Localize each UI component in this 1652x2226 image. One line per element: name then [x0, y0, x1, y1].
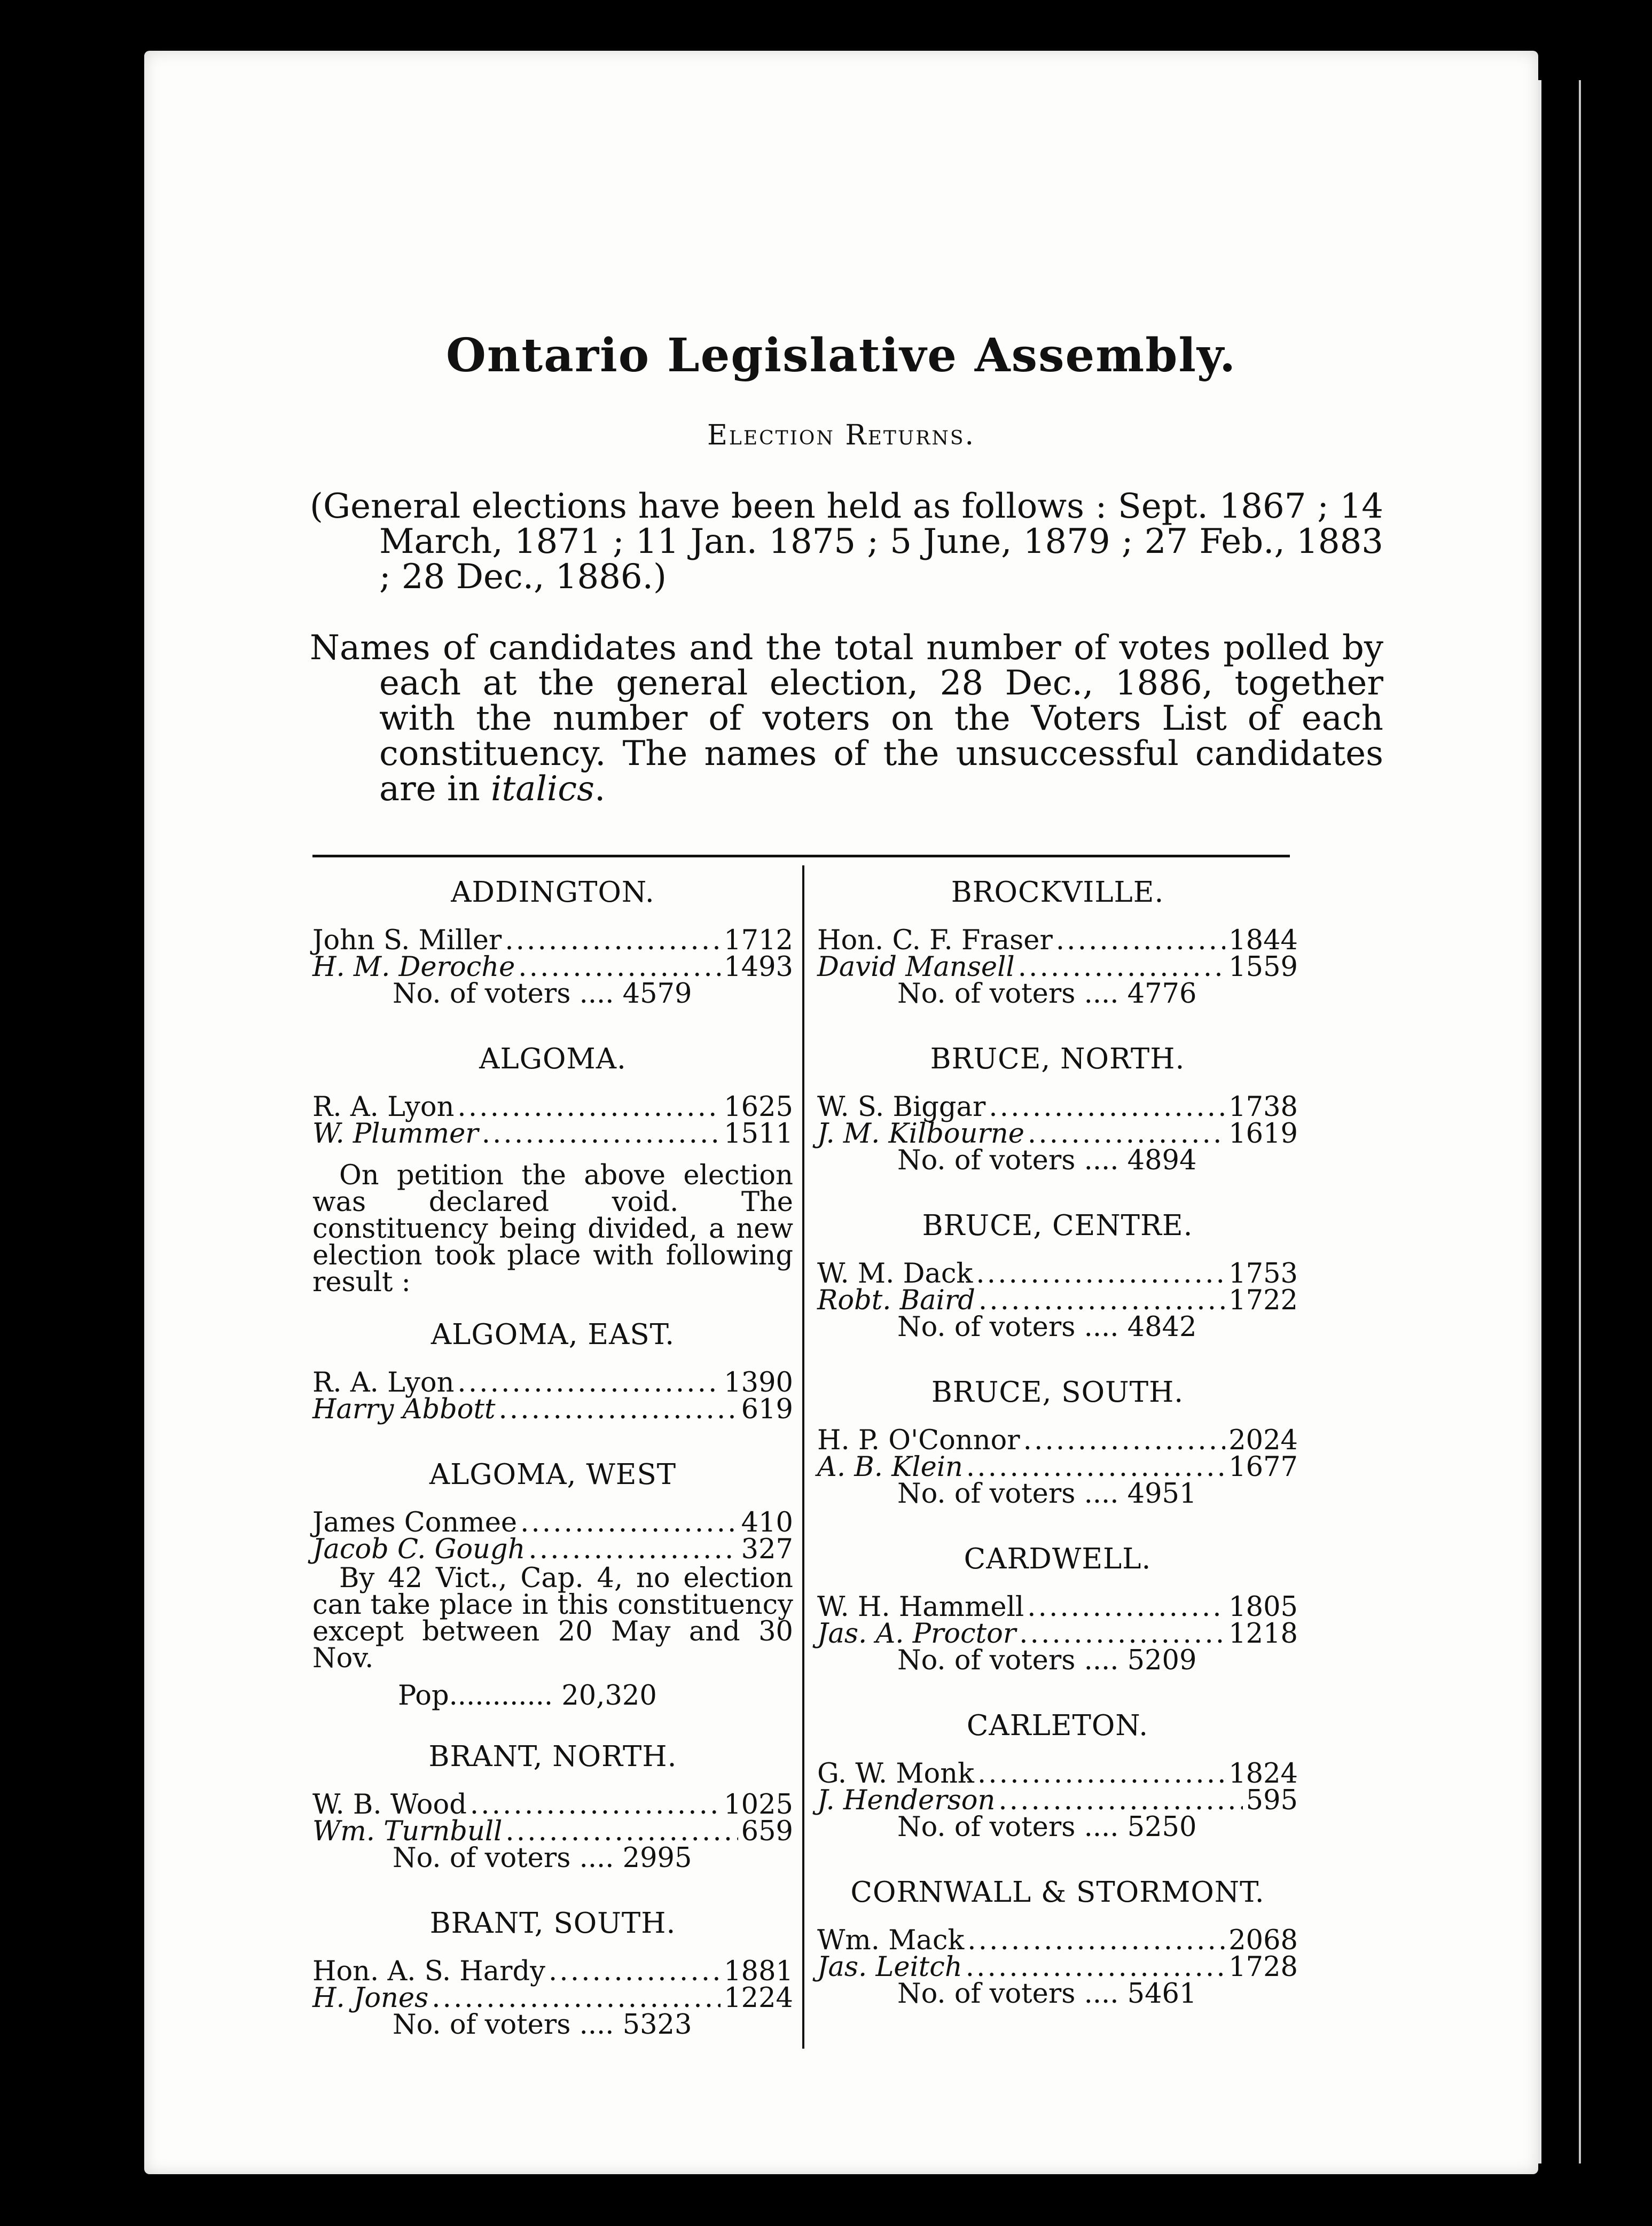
leader-dots	[528, 1536, 738, 1563]
leader-dots	[1056, 927, 1225, 954]
voters-count: No. of voters .... 5209	[897, 1645, 1197, 1676]
vote-count: 1824	[1228, 1758, 1298, 1790]
constituency-algoma	[312, 1043, 793, 1296]
vote-count: 1218	[1228, 1618, 1298, 1650]
leader-dots	[989, 1094, 1225, 1121]
leader-dots	[518, 954, 721, 981]
population: Pop............ 20,320	[398, 1680, 657, 1712]
candidate-name: Hon. A. S. Hardy	[312, 1956, 545, 1987]
candidate-name: Hon. C. F. Fraser	[817, 925, 1053, 956]
constituency-title: ADDINGTON.	[451, 876, 655, 909]
page-edge	[1538, 80, 1581, 2163]
horizontal-rule	[312, 855, 1290, 857]
leader-dots	[976, 1261, 1225, 1287]
leader-dots	[549, 1958, 721, 1985]
winner-row	[817, 1927, 1298, 1954]
leader-dots	[998, 1787, 1242, 1814]
vote-count: 1722	[1228, 1285, 1298, 1316]
constituency-title: BRANT, NORTH.	[428, 1740, 677, 1773]
candidate-name: W. B. Wood	[312, 1789, 467, 1821]
constituency-title: CARLETON.	[966, 1709, 1149, 1742]
vote-count: 1224	[724, 1982, 793, 2014]
vote-count: 410	[741, 1507, 793, 1538]
leader-dots	[505, 927, 721, 954]
candidate-name: W. M. Dack	[817, 1258, 973, 1290]
constituency-title: BRUCE, SOUTH.	[931, 1376, 1184, 1409]
candidate-name: H. M. Deroche	[312, 951, 515, 983]
constituency-algoma-west	[312, 1458, 793, 1713]
vote-count: 1625	[724, 1091, 793, 1123]
winner-row	[312, 1958, 793, 1985]
constituency-bruce-north	[817, 1043, 1298, 1174]
vote-count: 1738	[1228, 1091, 1298, 1123]
candidate-name: W. S. Biggar	[817, 1091, 986, 1123]
leader-dots	[1027, 1594, 1225, 1621]
leader-dots	[977, 1761, 1225, 1787]
leader-dots	[1019, 1621, 1225, 1647]
leader-dots	[498, 1396, 738, 1423]
candidate-name: J. M. Kilbourne	[817, 1118, 1024, 1150]
intro-paragraph-explanation	[310, 630, 1383, 807]
vote-count: 1753	[1228, 1258, 1298, 1290]
constituency-algoma-east	[312, 1318, 793, 1423]
constituency-title: ALGOMA, WEST	[429, 1458, 677, 1491]
loser-row	[817, 951, 1298, 983]
left-column	[312, 876, 793, 2050]
petition-note: On petition the above election was declared void. The constituency being divided, a new election took place with following result :	[312, 1160, 793, 1298]
candidate-name: Jas. Leitch	[817, 1951, 962, 1983]
loser-row	[817, 1951, 1298, 1983]
leader-dots	[457, 1094, 721, 1121]
intro-period: .	[594, 769, 606, 809]
winner-row	[312, 1367, 793, 1399]
leader-dots	[1018, 954, 1225, 981]
constituency-title: CORNWALL & STORMONT.	[850, 1876, 1265, 1909]
voters-count: No. of voters .... 5323	[393, 2009, 692, 2041]
candidate-name: H. Jones	[312, 1982, 429, 2014]
leader-dots	[505, 1818, 738, 1845]
loser-row	[817, 1618, 1298, 1650]
constituency-addington	[312, 876, 793, 1010]
candidate-name: J. Henderson	[817, 1785, 996, 1816]
constituency-title: BRUCE, CENTRE.	[922, 1209, 1193, 1242]
constituency-brant-south	[312, 1907, 793, 2041]
vote-count: 1881	[724, 1956, 793, 1987]
constituency-brant-north	[312, 1740, 793, 1872]
loser-row	[312, 1118, 793, 1150]
winner-row	[817, 1758, 1298, 1790]
loser-row	[312, 1818, 793, 1845]
constituency-bruce-centre	[817, 1209, 1298, 1341]
vote-count: 1511	[724, 1118, 793, 1150]
constituency-title: ALGOMA.	[479, 1043, 627, 1075]
voters-count: No. of voters .... 2995	[393, 1842, 692, 1874]
loser-row	[817, 1118, 1298, 1150]
right-column	[817, 876, 1298, 2019]
vote-count: 1805	[1228, 1591, 1298, 1623]
candidate-name: A. B. Klein	[817, 1451, 963, 1483]
leader-dots	[967, 1927, 1225, 1954]
voters-count: No. of voters .... 4776	[897, 978, 1197, 1010]
leader-dots	[966, 1454, 1225, 1481]
loser-row	[312, 1396, 793, 1423]
winner-row	[312, 1507, 793, 1538]
loser-row	[817, 1787, 1298, 1814]
vote-count: 1619	[1228, 1118, 1298, 1150]
winner-row	[817, 1091, 1298, 1123]
constituency-cardwell	[817, 1543, 1298, 1674]
leader-dots	[520, 1510, 738, 1536]
vote-count: 327	[741, 1534, 793, 1565]
candidate-name: Harry Abbott	[312, 1394, 496, 1425]
candidate-name: H. P. O'Connor	[817, 1425, 1020, 1456]
voters-count: No. of voters .... 4951	[897, 1478, 1197, 1510]
leader-dots	[1023, 1427, 1226, 1454]
winner-row	[312, 1091, 793, 1123]
leader-dots	[1028, 1121, 1225, 1147]
constituency-title: CARDWELL.	[964, 1543, 1152, 1575]
voters-count: No. of voters .... 5250	[897, 1811, 1197, 1843]
vote-count: 2024	[1228, 1425, 1298, 1456]
constituency-title: BRUCE, NORTH.	[930, 1043, 1185, 1075]
candidate-name: R. A. Lyon	[312, 1091, 455, 1123]
candidate-name: Wm. Turnbull	[312, 1816, 503, 1847]
leader-dots	[978, 1287, 1225, 1314]
vote-count: 1677	[1228, 1451, 1298, 1483]
voters-count: No. of voters .... 4842	[897, 1311, 1197, 1343]
constituency-title: BROCKVILLE.	[951, 876, 1164, 909]
candidate-name: Wm. Mack	[817, 1925, 965, 1956]
candidate-name: W. H. Hammell	[817, 1591, 1024, 1623]
intro-paragraph-dates: (General elections have been held as follows : Sept. 1867 ; 14 March, 1871 ; 11 Jan. 1875 ; 5 June, 1879 ; 27 Feb., 1883 ; 28 Dec., 1886.)	[310, 487, 1383, 597]
winner-row	[817, 927, 1298, 954]
document-page	[144, 51, 1538, 2174]
candidate-name: Robt. Baird	[817, 1285, 975, 1316]
vote-count: 595	[1246, 1785, 1298, 1816]
election-note: By 42 Vict., Cap. 4, no election can take place in this constituency except between 20 May and 30 Nov.	[312, 1563, 793, 1674]
page-subtitle: Election Returns.	[707, 419, 976, 451]
candidate-name: David Mansell	[817, 951, 1015, 983]
intro-text: Names of candidates and the total number of votes polled by each at the general election, 28 Dec., 1886, together with the number of voters on the Voters List of each constituency. The names of the unsuccessful candidates are in	[310, 628, 1383, 809]
constituency-brockville	[817, 876, 1298, 1010]
voters-count: No. of voters .... 4579	[393, 978, 692, 1010]
leader-dots	[482, 1121, 721, 1147]
vote-count: 619	[741, 1394, 793, 1425]
leader-dots	[966, 1954, 1225, 1981]
winner-row	[312, 927, 793, 954]
leader-dots	[457, 1370, 721, 1396]
constituency-title: ALGOMA, EAST.	[430, 1318, 675, 1351]
candidate-name: Jacob C. Gough	[312, 1534, 526, 1565]
winner-row	[817, 1591, 1298, 1623]
winner-row	[312, 1789, 793, 1821]
candidate-name: Jas. A. Proctor	[817, 1618, 1016, 1650]
loser-row	[312, 1982, 793, 2014]
italics-word: italics	[491, 769, 594, 809]
candidate-name: John S. Miller	[312, 925, 502, 956]
voters-count: No. of voters .... 5461	[897, 1978, 1197, 2010]
vote-count: 1493	[724, 951, 793, 983]
constituency-bruce-south	[817, 1376, 1298, 1508]
candidate-name: R. A. Lyon	[312, 1367, 455, 1399]
vote-count: 1025	[724, 1789, 793, 1821]
vote-count: 1728	[1228, 1951, 1298, 1983]
constituency-carleton	[817, 1709, 1298, 1841]
leader-dots	[432, 1985, 721, 2012]
candidate-name: W. Plummer	[312, 1118, 479, 1150]
leader-dots	[470, 1792, 721, 1818]
page-title: Ontario Legislative Assembly.	[445, 329, 1237, 382]
loser-row	[817, 1451, 1298, 1483]
constituency-cornwall-stormont	[817, 1876, 1298, 2008]
constituency-title: BRANT, SOUTH.	[429, 1907, 676, 1940]
winner-row	[817, 1258, 1298, 1290]
loser-row	[312, 1536, 793, 1563]
winner-row	[817, 1427, 1298, 1454]
column-divider	[802, 865, 804, 2049]
vote-count: 1559	[1228, 951, 1298, 983]
vote-count: 1712	[724, 925, 793, 956]
loser-row	[312, 951, 793, 983]
vote-count: 1844	[1228, 925, 1298, 956]
vote-count: 1390	[724, 1367, 793, 1399]
vote-count: 2068	[1228, 1925, 1298, 1956]
candidate-name: James Conmee	[312, 1507, 518, 1538]
voters-count: No. of voters .... 4894	[897, 1145, 1197, 1176]
loser-row	[817, 1287, 1298, 1314]
candidate-name: G. W. Monk	[817, 1758, 974, 1790]
vote-count: 659	[741, 1816, 793, 1847]
